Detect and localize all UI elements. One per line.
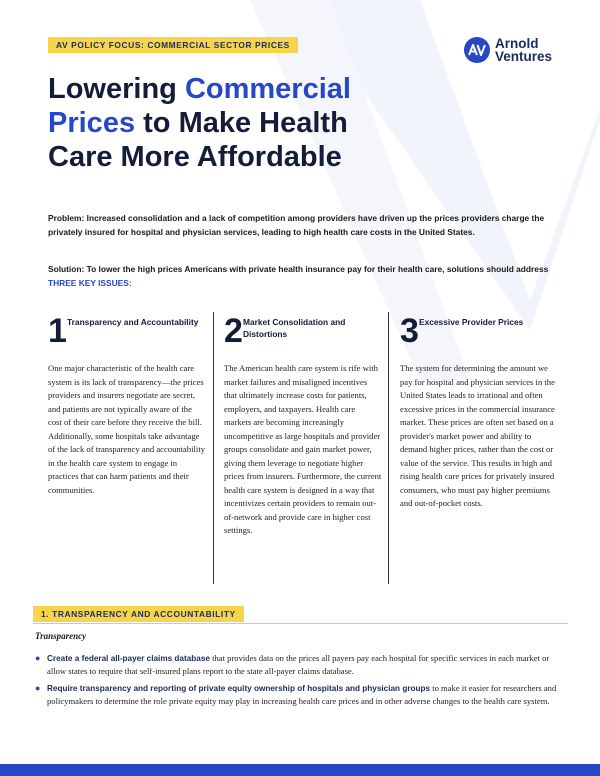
footer-bar (0, 764, 600, 776)
recommendation-bold: Require transparency and reporting of private equity ownership of hospitals and physician groups (47, 683, 431, 693)
title-part-2: to Make Health Care More Affordable (48, 107, 348, 173)
issue-heading: Transparency and Accountability (67, 317, 199, 327)
section-subheading: Transparency (35, 631, 87, 641)
solution-statement (48, 263, 553, 290)
solution-highlight: THREE KEY ISSUES: (48, 277, 132, 288)
problem-statement: Problem: Increased consolidation and a lack of competition among providers have driven up the prices providers charge the privately insured for hospital and physician services, leading to high health care costs in the United States. (48, 213, 545, 237)
column-divider (388, 312, 389, 584)
page-title (48, 72, 408, 174)
policy-focus-tag: AV POLICY FOCUS: COMMERCIAL SECTOR PRICES (48, 37, 298, 53)
issue-body: The system for determining the amount we pay for hospital and physician services in the United States leads to irrational and often excessive prices in the commercial insurance market. These prices are often set based on a provider's market power and ability to demand higher prices, rather than the cost or value of the service. This results in high and rising health care prices for privately insured consumers, who must pay higher premiums and out-of-pocket costs. (400, 363, 555, 508)
logo-line-2: Ventures (495, 49, 553, 64)
list-item (35, 652, 570, 679)
issue-number: 3 (400, 312, 419, 350)
arnold-ventures-logo[interactable] (464, 37, 574, 67)
issue-number: 2 (224, 312, 243, 350)
recommendation-bold: Create a federal all-payer claims database (47, 654, 210, 663)
issue-body: The American health care system is rife with market failures and misaligned incentives that ultimately increase costs for patients, employers, and taxpayers. Health care markets are becoming increasingly uncompetitive as large hospitals and provider groups consolidate and gain market power, giving them leverage to negotiate higher prices from insurers. Furthermore, the current health care system is designed in a way that incentivizes certain providers to remain out-of-network and provide care in higher cost settings. (224, 363, 382, 535)
recommendation-list (35, 652, 570, 711)
issue-heading: Market Consolidation and Distortions (243, 317, 346, 339)
issue-body: One major characteristic of the health care system is its lack of transparency—the prices providers and insurers negotiate are secret, and patients are not typically aware of the cost of their care before they receive the bill. Additionally, some hospitals take advantage of the lack of transparency and accountability in the health care system to engage in practices that can harm patients and their communities. (48, 363, 206, 495)
logo-line-1: Arnold (495, 36, 539, 51)
logo-wordmark (495, 37, 552, 63)
title-accent-1: Commercial (184, 73, 351, 105)
issue-number: 1 (48, 312, 67, 350)
title-accent-2: Prices (48, 107, 136, 139)
section-tag: 1. TRANSPARENCY AND ACCOUNTABILITY (33, 606, 244, 622)
recommendation-text: to make it easier for researchers and policymakers to determine the role private equity may play in increasing health care prices and in other adverse changes to the health care system. (47, 682, 557, 706)
title-part-1: Lowering (48, 73, 185, 105)
bullet-dot-icon: ● (35, 653, 41, 663)
column-divider (213, 312, 214, 584)
bullet-dot-icon: ● (35, 682, 41, 693)
list-item (35, 682, 570, 709)
av-logo-icon (464, 37, 490, 63)
recommendation-text: that provides data on the prices all payers pay each hospital for specific services in each market or allow states to require that self-insured plans report to the state all-payer claims database. (47, 653, 550, 677)
solution-lead: Solution: To lower the high prices Americans with private health insurance pay for their health care, solutions should address (48, 264, 549, 274)
section-divider (33, 623, 568, 624)
issue-heading: Excessive Provider Prices (419, 317, 524, 327)
